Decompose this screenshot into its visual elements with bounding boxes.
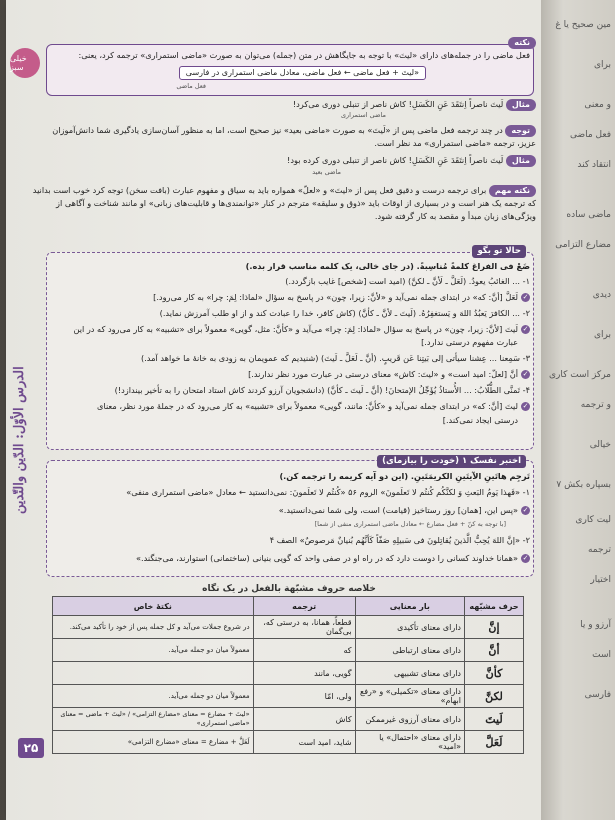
exercise-item: ۲- ... الکافرَ یَعبُدُ اللهَ و یَستغفِرُهُ. (لَیتَ ـ لأنَّ ـ کأنَّ) (کاش کافر، خدا را عبادت کند و از او طلب آمرزش نماید.) — [159, 308, 530, 318]
meaning-cell: دارای معنای تشبیهی — [355, 662, 464, 685]
table-row — [53, 731, 524, 754]
adjacent-text: ماضی ساده — [566, 210, 611, 220]
table-row — [53, 685, 524, 708]
particle-cell: لکنَّ — [465, 685, 524, 708]
adjacent-text: و معنی — [584, 100, 611, 110]
adjacent-text: انتقاد کند — [577, 160, 611, 170]
note-formula: «لیتَ + فعل ماضی ← فعل ماضی، معادل ماضی استمراری در فارسی — [179, 66, 426, 80]
translation-cell: کاش — [253, 708, 355, 731]
exercise-answer: أنَّ [لعلّ: امید است» و «لیتَ: کاش» معنای درستی در عبارت مورد نظر ندارند.] — [248, 369, 518, 379]
example-text: لَیتَ ناصراً اِنتَقَدَ عَنِ الکَسَلِ! کاش ناصر از تنبلی دوری می‌کرد! — [292, 99, 504, 109]
example-label: مثال — [506, 99, 536, 111]
attention-text-2: عزیز، ترجمه «ماضی استمراری» مد نظر است. — [374, 138, 536, 148]
important-text: برای ترجمه درست و دقیق فعل پس از «لیتَ» و «لعلّ» همواره باید به سیاق و مفهوم عبارت (بافت سخن) توجه کرد خوب است بدانید — [32, 185, 487, 195]
adjacent-text: خیالی — [589, 440, 611, 450]
note-cell: در شروع جملات می‌آید و کل جمله پس از خود را تأکید می‌کند. — [53, 616, 254, 639]
translate-answer: «همانا خداوند کسانی را دوست دارد که در راه او در صفی واحد که گویی بنیانی (ساختمانی) استوارند، می‌جنگند.» — [136, 553, 518, 563]
note-label: نکته — [508, 37, 536, 49]
exercise-answer: لَعَلَّ [أنَّ: که» در ابتدای جمله نمی‌آید و «لأنَّ: زیرا، چون» در پاسخ به سؤال «لماذا: لِمَ: چرا» به کار می‌رود.] — [153, 292, 518, 302]
important-text-3: ویژگی‌های زبان مبدأ و مقصد به کار گرفته شود. — [374, 211, 536, 221]
adjacent-text: فارسی — [584, 690, 611, 700]
important-label: نکته مهم — [489, 185, 536, 197]
exercise-instruction: ضَعْ فی الفراغ کلمةً مُناسِبةً. (در جای خالی، یک کلمه مناسب قرار بده.) — [245, 261, 530, 271]
translation-cell: قطعاً، همانا، به درستی که، بی‌گمان — [253, 616, 355, 639]
note-cell: معمولاً میان دو جمله می‌آید. — [53, 639, 254, 662]
table-row — [53, 708, 524, 731]
check-icon: ✓ — [522, 370, 529, 378]
note-sub: فعل ماضی — [176, 82, 206, 90]
translation-cell: که — [253, 639, 355, 662]
note-cell — [53, 662, 254, 685]
translate-answer: «پس این، [همان] روز رستاخیز (قیامت) است، ولی شما نمی‌دانستید.» — [278, 505, 518, 515]
particle-cell: کأنَّ — [465, 662, 524, 685]
adjacent-text: برای — [593, 330, 611, 340]
check-icon: ✓ — [522, 402, 529, 410]
meaning-cell: دارای معنای آرزوی غیرممکن — [355, 708, 464, 731]
adjacent-text: ترجمه — [587, 545, 611, 555]
table-row — [53, 639, 524, 662]
summary-header-row — [53, 597, 524, 616]
logo-text: خیلی سبز — [10, 54, 27, 72]
exercise-item: ۳- سَمِعنا ... عِشنا سیأتی إلی بَیتِنا عَن قَریبٍ. (أنَّ ـ لَعَلَّ ـ لَیتَ) (شنیدیم که عمویمان به زودی به خانهٔ ما خواهد آمد.) — [140, 353, 530, 363]
example-sub: ماضی استمراری — [340, 111, 386, 119]
adjacent-text: مضارع التزامی — [555, 240, 611, 250]
adjacent-text: مرکز است کاری — [548, 370, 611, 380]
textbook-page — [6, 0, 541, 820]
adjacent-text: بسپاره بکش ۷ — [556, 480, 611, 490]
note-line1: فعل ماضی را در جمله‌های دارای «لیتَ» با توجه به جایگاهش در متن (جمله) می‌توان به صورت «ماضی استمراری» ترجمه کرد، یعنی: — [78, 50, 530, 60]
adjacent-page — [541, 0, 615, 820]
publisher-logo — [10, 48, 40, 78]
translation-cell: گویی، مانند — [253, 662, 355, 685]
adjacent-text: لیت کاری — [575, 515, 611, 525]
adjacent-text: و ترجمه — [580, 400, 611, 410]
meaning-cell: دارای معنای «تکمیلی» و «رفع ابهام» — [355, 685, 464, 708]
exercise-item: ۴- تَمنَّی الطُّلّابُ: ... الأُستاذُ یُؤَجِّلُ الإمتحانَ! (أنَّ ـ لَیتَ ـ کأنَّ) (دانشجویان آرزو کردند کاش استاد امتحان را به تأخیر بیندازد!) — [114, 385, 530, 395]
exercise-label: حالا تو بگو — [472, 245, 526, 258]
adjacent-text: اختیار — [590, 575, 611, 585]
summary-title: خلاصه حروف مشبّهة بالفعل در یک نگاه — [202, 584, 376, 594]
lesson-title-vertical: الدرس الأوّل: الدّين والتّدين — [12, 366, 27, 514]
translation-cell: ولی، امّا — [253, 685, 355, 708]
table-row — [53, 616, 524, 639]
particle-cell: لَعَلَّ — [465, 731, 524, 754]
adjacent-text: است — [592, 650, 611, 660]
particle-cell: لَیتَ — [465, 708, 524, 731]
exercise-answer-cont: عبارت مفهوم درستی ندارد.] — [421, 337, 518, 347]
meaning-cell: دارای معنای «احتمال» یا «امید» — [355, 731, 464, 754]
header-cell: نکتهٔ خاص — [53, 597, 254, 616]
header-cell: بار معنایی — [355, 597, 464, 616]
exercise-answer: لیتَ [أنَّ: که» در ابتدای جمله نمی‌آید و «کأنَّ: مانند، گویی» معمولاً برای «تشبیه» به کار می‌رود که در جملهٔ مورد نظر، معنای — [97, 401, 518, 411]
note-cell: لَعَلَّ + مضارع = معنای «مضارع التزامی» — [53, 731, 254, 754]
exercise-item: ۱- ... الغائبُ یعودُ. (لَعَلَّ ـ لَأنَّ ـ لکنَّ) (امید است [شخص] غایب بازگردد.) — [285, 276, 530, 286]
translation-cell: شاید، امید است — [253, 731, 355, 754]
exercise-answer-cont: درستی ایجاد نمی‌کند.] — [442, 415, 518, 425]
page-spine — [6, 0, 40, 820]
header-cell: ترجمه — [253, 597, 355, 616]
check-icon: ✓ — [522, 506, 529, 514]
adjacent-text: دیدی — [592, 290, 611, 300]
attention-text: در چند ترجمه فعل ماضی پس از «لَیتَ» به صورت «ماضی بعید» نیز صحیح است، اما به منظور آسان‌سازی یادگیری شما دانش‌آموزان — [52, 125, 503, 135]
header-cell: حرف مشبّهه — [465, 597, 524, 616]
note-cell: «لیتَ + مضارع = معنای «مضارع التزامی» / «لیتَ + ماضی = معنای «ماضی استمراری» — [53, 708, 254, 731]
translate-label: اختبر نفسک ۱ (خودت را بیازمای) — [377, 455, 526, 468]
summary-table — [52, 596, 524, 754]
meaning-cell: دارای معنای ارتباطی — [355, 639, 464, 662]
example-text-2: لَیتَ ناصراً اِنتَقَدَ عَنِ الکَسَلِ! کاش ناصر از تنبلی دوری کرده بود! — [287, 155, 504, 165]
translate-item: ۱- «فَهذا یَومُ البَعثِ وَ لکنَّکُم کُنتُم لا تَعلَمونَ» الروم ۵۶ «کُنتُم لا تَعلَمونَ: نمی‌دانستید ← معادل «ماضی استمراری منفی» — [126, 487, 530, 497]
table-row — [53, 662, 524, 685]
particle-cell: أنَّ — [465, 639, 524, 662]
exercise-answer: لَیتَ [لأنَّ: زیرا، چون» در پاسخ به سؤال «لماذا: لِمَ: چرا» می‌آید و «کأنَّ: مثل، گویی» معمولاً برای «تشبیه» به کار می‌رود که در این — [73, 324, 518, 334]
translate-instruction: تَرجِم هاتَینِ الآیتَینِ الکریمَتَینِ. (این دو آیه کریمه را ترجمه کن.) — [279, 471, 530, 481]
adjacent-text: فعل ماضی — [569, 130, 611, 140]
example-label-2: مثال — [506, 155, 536, 167]
important-text-2: که ترجمه یک هنر است و در بسیاری از اوقات باید «ذوق و سلیقه» مترجم در کنار «توانمندی‌ها و قابلیت‌های زبانی» او مانند شناخت و آگاهی از — [56, 198, 536, 208]
check-icon: ✓ — [522, 293, 529, 301]
adjacent-text: برای — [593, 60, 611, 70]
attention-label: توجه — [505, 125, 536, 137]
note-cell: معمولاً میان دو جمله می‌آید. — [53, 685, 254, 708]
adjacent-text: مین صحیح یا غ — [555, 20, 611, 30]
page-number: ۲۵ — [18, 738, 44, 758]
translate-note: [با توجه به کنّ + فعل مضارع ← معادل ماضی استمراری منفی از شما] — [314, 520, 506, 528]
adjacent-text: آرزو و یا — [580, 620, 611, 630]
example-sub-2: ماضی بعید — [312, 168, 341, 176]
check-icon: ✓ — [522, 325, 529, 333]
particle-cell: إنَّ — [465, 616, 524, 639]
check-icon: ✓ — [522, 554, 529, 562]
meaning-cell: دارای معنای تأکیدی — [355, 616, 464, 639]
translate-item: ۲- «إنَّ اللهَ یُحِبُّ الَّذینَ یُقاتِلونَ فی سَبیلِهِ صَفّاً کَأنَّهُم بُنیانٌ مَرصوصٌ» الصف ۴ — [269, 535, 530, 545]
